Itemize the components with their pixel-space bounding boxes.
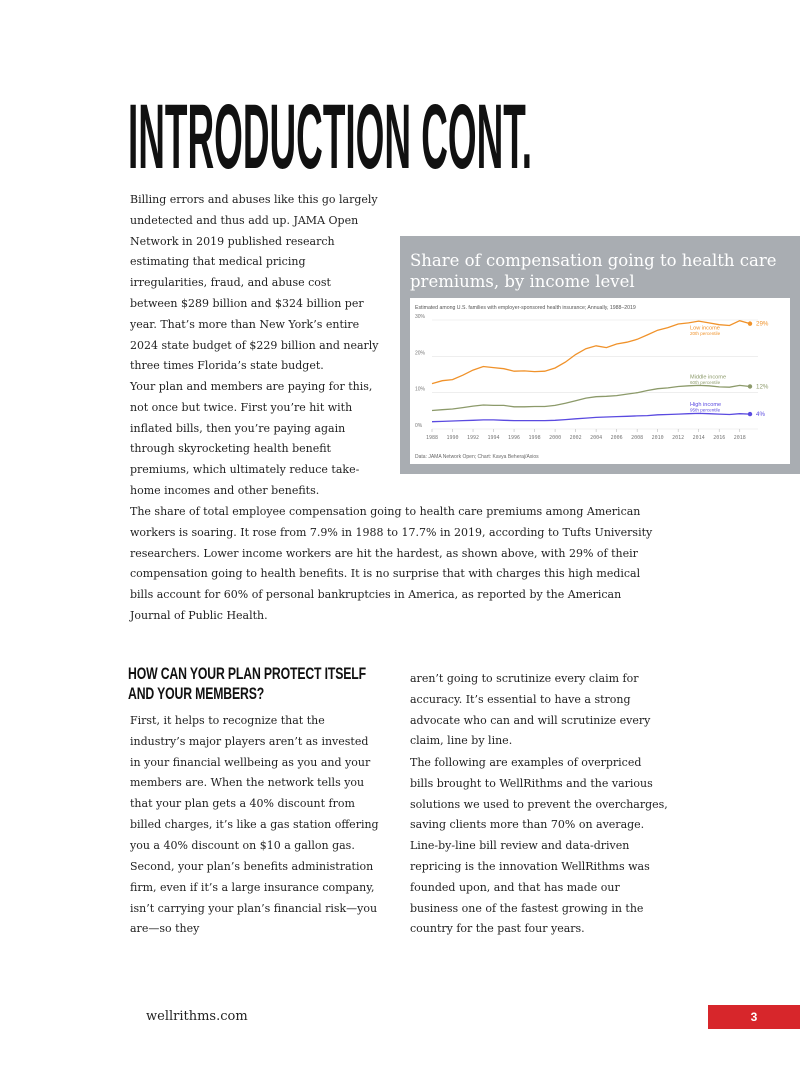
series-name-label: Middle income [690,374,727,381]
intro-paragraph-1: Billing errors and abuses like this go largely undetected and thus add up. JAMA Open Network in 2019 published research estimating that medical pricing irregularities, fraud, and abuse cost between $289 billion and $324 billion per year. That’s more than New York’s entire 2024 state budget of $229 billion and nearly three times Florida’s state budget. [130,193,379,373]
series-name-label: Low income [690,325,720,332]
series-end-label: 29% [756,320,769,328]
x-tick-label: 1988 [425,435,439,441]
chart-area [410,298,790,464]
col2-paragraph-2: The following are examples of overpriced bills brought to WellRithms and the various solutions we used to prevent the overcharges, saving clients more than 70% on average. Line-by-line bill review and data-driven repricing is the innovation WellRithms was founded upon, and that has made our business one of the fastest growing in the country for the past four years. [410,756,668,936]
page-title [128,94,688,176]
y-tick-label: 10% [415,386,426,393]
chart-panel [400,236,800,474]
intro-paragraph-3: The share of total employee compensation going to health care premiums among American workers is soaring. It rose from 7.9% in 1988 to 17.7% in 2019, according to Tufts University researchers. Lower income workers are hit the hardest, as shown above, with 29% of their compensation going to health benefits. It is no surprise that with charges this high medical bills account for 60% of personal bankruptcies in America, as reported by the American Journal of Public Health. [130,505,653,622]
x-tick-label: 2010 [651,435,664,441]
x-tick-label: 2006 [610,435,623,441]
page-title-svg [128,94,688,176]
col2-paragraph-1: aren’t going to scrutinize every claim for accuracy. It’s essential to have a strong advocate who can and will scrutinize every claim, line by line. [410,672,651,748]
chart-source: Data: JAMA Network Open; Chart: Kavya Beheraj/Axios [415,454,539,460]
page-title-text: INTRODUCTION CONT. [128,94,532,176]
x-tick-label: 1994 [487,435,500,441]
chart-subtitle: Estimated among U.S. families with employer-sponsored health insurance; Annually, 1988–2019 [415,305,636,311]
series-end-point [748,412,752,416]
chart-title: Share of compensation going to health care premiums, by income level [410,251,777,291]
series-sub-label: 60th percentile [690,380,721,386]
footer-website-link[interactable]: wellrithms.com [146,1009,248,1024]
y-tick-label: 20% [415,350,426,357]
series-line [432,413,750,421]
section-heading: HOW CAN YOUR PLAN PROTECT ITSELF AND YOUR MEMBERS? [128,664,366,703]
x-tick-label: 1992 [467,435,480,441]
x-tick-label: 2002 [569,435,582,441]
line-chart [410,298,790,464]
y-tick-label: 30% [415,314,426,320]
series-end-label: 12% [756,383,769,391]
x-tick-label: 2004 [590,435,603,441]
x-tick-label: 2012 [672,435,685,441]
page-number-badge: 3 [708,1005,800,1029]
x-tick-label: 1996 [508,435,521,441]
col1-paragraph-2: Second, your plan’s benefits administration firm, even if it’s a large insurance company, isn’t carrying your plan’s financial risk—you are—so they [130,860,378,936]
x-tick-label: 2014 [692,435,705,441]
series-end-label: 4% [756,411,765,419]
col1-paragraph-1: First, it helps to recognize that the industry’s major players aren’t as invested in your financial wellbeing as you and your members are. When the network tells you that your plan gets a 40% discount from billed charges, it’s like a gas station offering you a 40% discount on $10 a gallon gas. [130,714,379,852]
x-tick-label: 1998 [528,435,541,441]
series-sub-label: 95th percentile [690,407,721,413]
x-tick-label: 2008 [631,435,644,441]
intro-paragraph-2: Your plan and members are paying for this, not once but twice. First you’re hit with inflated bills, then you’re paying again through skyrocketing health benefit premiums, which ultimately reduce take-home incomes and other benefits. [130,380,373,497]
series-end-point [748,384,752,388]
x-tick-label: 2016 [713,435,726,441]
x-tick-label: 1990 [446,435,459,441]
series-name-label: High income [690,402,722,409]
series-end-point [748,321,752,325]
x-tick-label: 2018 [733,435,746,441]
x-tick-label: 2000 [549,435,562,441]
series-sub-label: 20th percentile [690,331,721,337]
y-tick-label: 0% [415,423,423,429]
